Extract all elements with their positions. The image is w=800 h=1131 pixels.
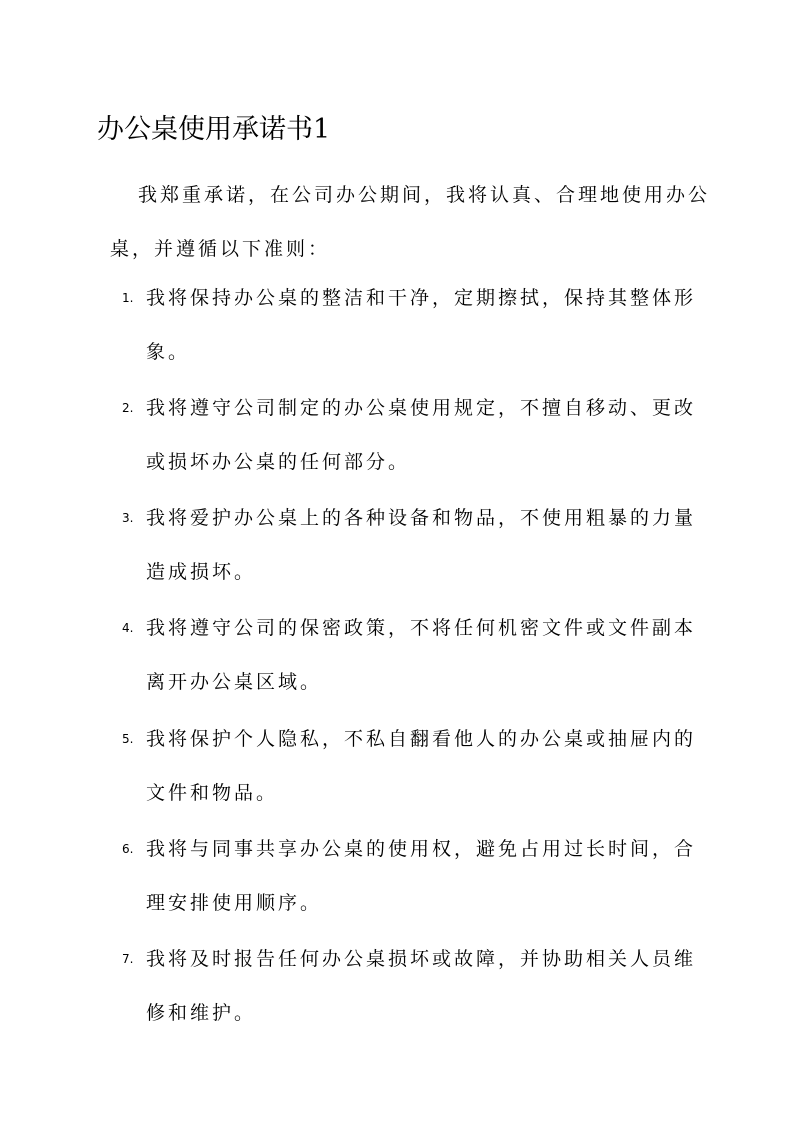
list-item-number: 3.	[122, 511, 134, 525]
document-title: 办公桌使用承诺书1	[97, 114, 331, 146]
list-item-text: 我将保护个人隐私，不私自翻看他人的办公桌或抽屉内的文件和物品。	[146, 728, 697, 804]
list-item-number: 6.	[122, 842, 134, 856]
list-item-text: 我将遵守公司制定的办公桌使用规定，不擅自移动、更改或损坏办公桌的任何部分。	[146, 397, 697, 473]
list-item-text: 我将遵守公司的保密政策，不将任何机密文件或文件副本离开办公桌区域。	[146, 617, 697, 693]
list-item-number: 7.	[122, 952, 134, 966]
list-item	[110, 932, 710, 1040]
list-item	[110, 822, 710, 930]
list-item-number: 4.	[122, 621, 134, 635]
list-item-number: 1.	[122, 291, 134, 305]
list-item-text: 我将及时报告任何办公桌损坏或故障，并协助相关人员维修和维护。	[146, 948, 697, 1024]
list-item-text: 我将与同事共享办公桌的使用权，避免占用过长时间，合理安排使用顺序。	[146, 838, 697, 914]
list-item-number: 5.	[122, 732, 134, 746]
list-item	[110, 271, 710, 379]
list-item-text: 我将爱护办公桌上的各种设备和物品，不使用粗暴的力量造成损坏。	[146, 507, 697, 583]
intro-paragraph: 我郑重承诺，在公司办公期间，我将认真、合理地使用办公桌，并遵循以下准则：	[110, 184, 711, 260]
list-item-number: 2.	[122, 401, 134, 415]
list-item	[110, 712, 710, 820]
list-item	[110, 381, 710, 489]
list-item	[110, 601, 710, 709]
list-item-text: 我将保持办公桌的整洁和干净，定期擦拭，保持其整体形象。	[146, 287, 697, 363]
list-item	[110, 491, 710, 599]
